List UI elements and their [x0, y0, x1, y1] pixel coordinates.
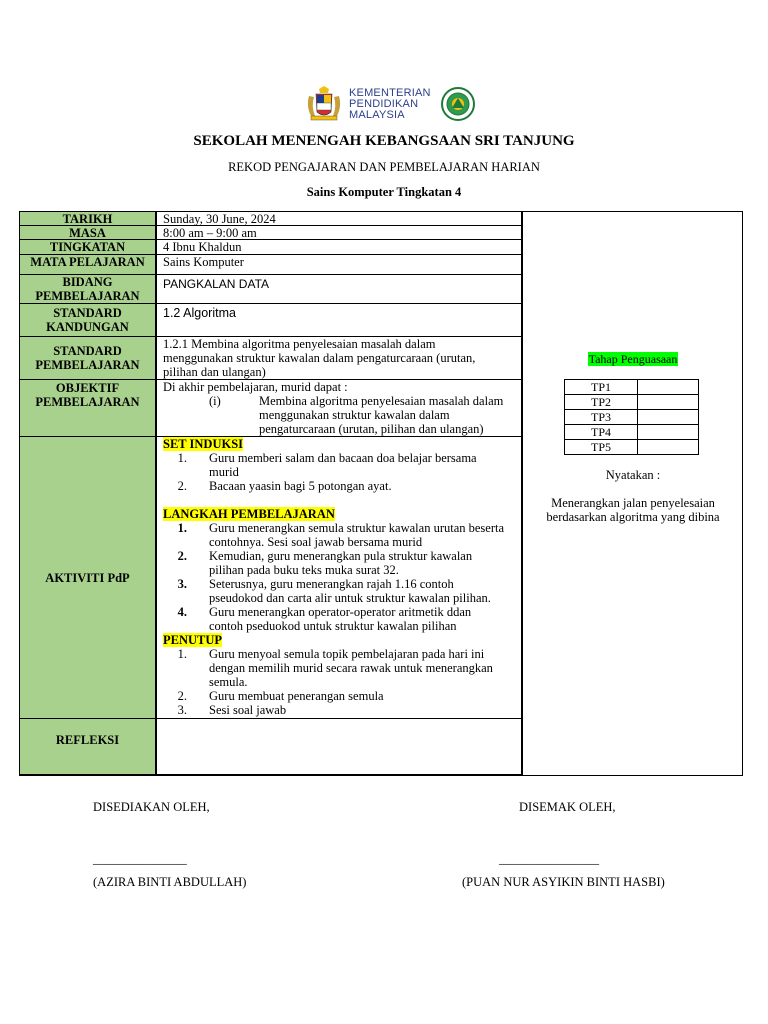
malaysia-coat-of-arms-icon — [303, 86, 345, 122]
sp-line: pilihan dan ulangan) — [163, 365, 266, 379]
objektif-item-num: (i) — [209, 394, 221, 408]
value-mata-pelajaran: Sains Komputer — [156, 254, 522, 275]
value-standard-kandungan: 1.2 Algoritma — [156, 303, 522, 337]
prepared-by-name: (AZIRA BINTI ABDULLAH) — [93, 875, 247, 889]
value-refleksi — [156, 718, 522, 775]
checked-by-label: DISEMAK OLEH, — [519, 800, 616, 814]
list-item: 2. Guru membuat penerangan semula — [177, 689, 384, 703]
subject-title: Sains Komputer Tingkatan 4 — [306, 185, 462, 199]
nyatakan-label: Nyatakan : — [605, 468, 661, 482]
list-item: 1. Guru menerangkan semula struktur kawalan urutan beserta contohnya. Sesi soal jawab bersama murid — [177, 521, 505, 549]
list-induksi — [163, 451, 521, 493]
value-standard-pembelajaran — [156, 336, 522, 380]
label-standard-kandungan: STANDARD KANDUNGAN — [19, 303, 156, 337]
heading-set-induksi: SET INDUKSI — [163, 437, 244, 451]
sp-line: menggunakan struktur kawalan dalam pengaturcaraan (urutan, — [163, 351, 476, 365]
heading-penutup: PENUTUP — [163, 633, 223, 647]
school-name: SEKOLAH MENENGAH KEBANGSAAN SRI TANJUNG — [193, 133, 575, 149]
list-item: 2. Bacaan yaasin bagi 5 potongan ayat. — [177, 479, 392, 493]
label-bidang: BIDANG PEMBELAJARAN — [19, 274, 156, 304]
penguasaan-panel — [522, 211, 743, 775]
value-objektif — [156, 379, 522, 437]
list-item: 3. Seterusnya, guru menerangkan rajah 1.16 contoh pseudokod dan carta alir untuk struktur kawalan pilihan. — [177, 577, 491, 605]
prepared-by-label: DISEDIAKAN OLEH, — [93, 800, 210, 814]
checked-signature-line: ________________ — [499, 852, 599, 866]
label-refleksi: REFLEKSI — [19, 718, 156, 775]
tp-row: TP3 — [565, 410, 699, 425]
value-bidang: PANGKALAN DATA — [156, 274, 522, 304]
objektif-intro: Di akhir pembelajaran, murid dapat : — [163, 380, 348, 394]
list-item: 2. Kemudian, guru menerangkan pula struktur kawalan pilihan pada buku teks muka surat 32. — [177, 549, 473, 577]
penguasaan-table — [564, 379, 699, 455]
objektif-line: menggunakan struktur kawalan dalam — [259, 408, 450, 422]
label-aktiviti: AKTIVITI PdP — [19, 436, 156, 719]
sp-line: 1.2.1 Membina algoritma penyelesaian masalah dalam — [163, 337, 436, 351]
tp-row: TP5 — [565, 440, 699, 455]
tp-row: TP1 — [565, 380, 699, 395]
objektif-line: pengaturcaraan (urutan, pilihan dan ulangan) — [259, 422, 484, 436]
heading-langkah: LANGKAH PEMBELAJARAN — [163, 507, 335, 521]
label-standard-pembelajaran: STANDARD PEMBELAJARAN — [19, 336, 156, 380]
penguasaan-title: Tahap Penguasaan — [588, 352, 678, 366]
list-item: 4. Guru menerangkan operator-operator aritmetik ddan contoh pseduokod untuk struktur kawalan pilihan — [177, 605, 472, 633]
label-tarikh: TARIKH — [19, 211, 156, 226]
label-tingkatan: TINGKATAN — [19, 239, 156, 255]
record-title: REKOD PENGAJARAN DAN PEMBELAJARAN HARIAN — [228, 160, 540, 174]
list-item: 1. Guru memberi salam dan bacaan doa belajar bersama murid — [177, 451, 477, 479]
label-masa: MASA — [19, 225, 156, 240]
penguasaan-description: Menerangkan jalan penyelesaian berdasarkan algoritma yang dibina — [546, 496, 720, 524]
value-tarikh: Sunday, 30 June, 2024 — [156, 211, 522, 226]
list-langkah — [163, 521, 521, 633]
tp-row: TP4 — [565, 425, 699, 440]
value-aktiviti — [156, 436, 522, 719]
objektif-line: Membina algoritma penyelesaian masalah dalam — [259, 394, 504, 408]
list-item: 3. Sesi soal jawab — [177, 703, 287, 717]
value-tingkatan: 4 Ibnu Khaldun — [156, 239, 522, 255]
checked-by-name: (PUAN NUR ASYIKIN BINTI HASBI) — [462, 875, 665, 889]
school-seal-icon — [441, 87, 475, 121]
value-masa: 8:00 am – 9:00 am — [156, 225, 522, 240]
list-penutup — [163, 647, 521, 717]
label-objektif: OBJEKTIF PEMBELAJARAN — [19, 379, 156, 437]
ministry-wordmark: KEMENTERIAN PENDIDIKAN MALAYSIA — [349, 87, 431, 121]
header-logos — [303, 86, 478, 126]
objektif-item — [163, 394, 521, 436]
prepared-signature-line: _______________ — [93, 852, 187, 866]
tp-row: TP2 — [565, 395, 699, 410]
label-mata-pelajaran: MATA PELAJARAN — [19, 254, 156, 275]
list-item: 1. Guru menyoal semula topik pembelajaran pada hari ini dengan memilih murid secara rawak untuk menerangkan semula. — [177, 647, 493, 689]
